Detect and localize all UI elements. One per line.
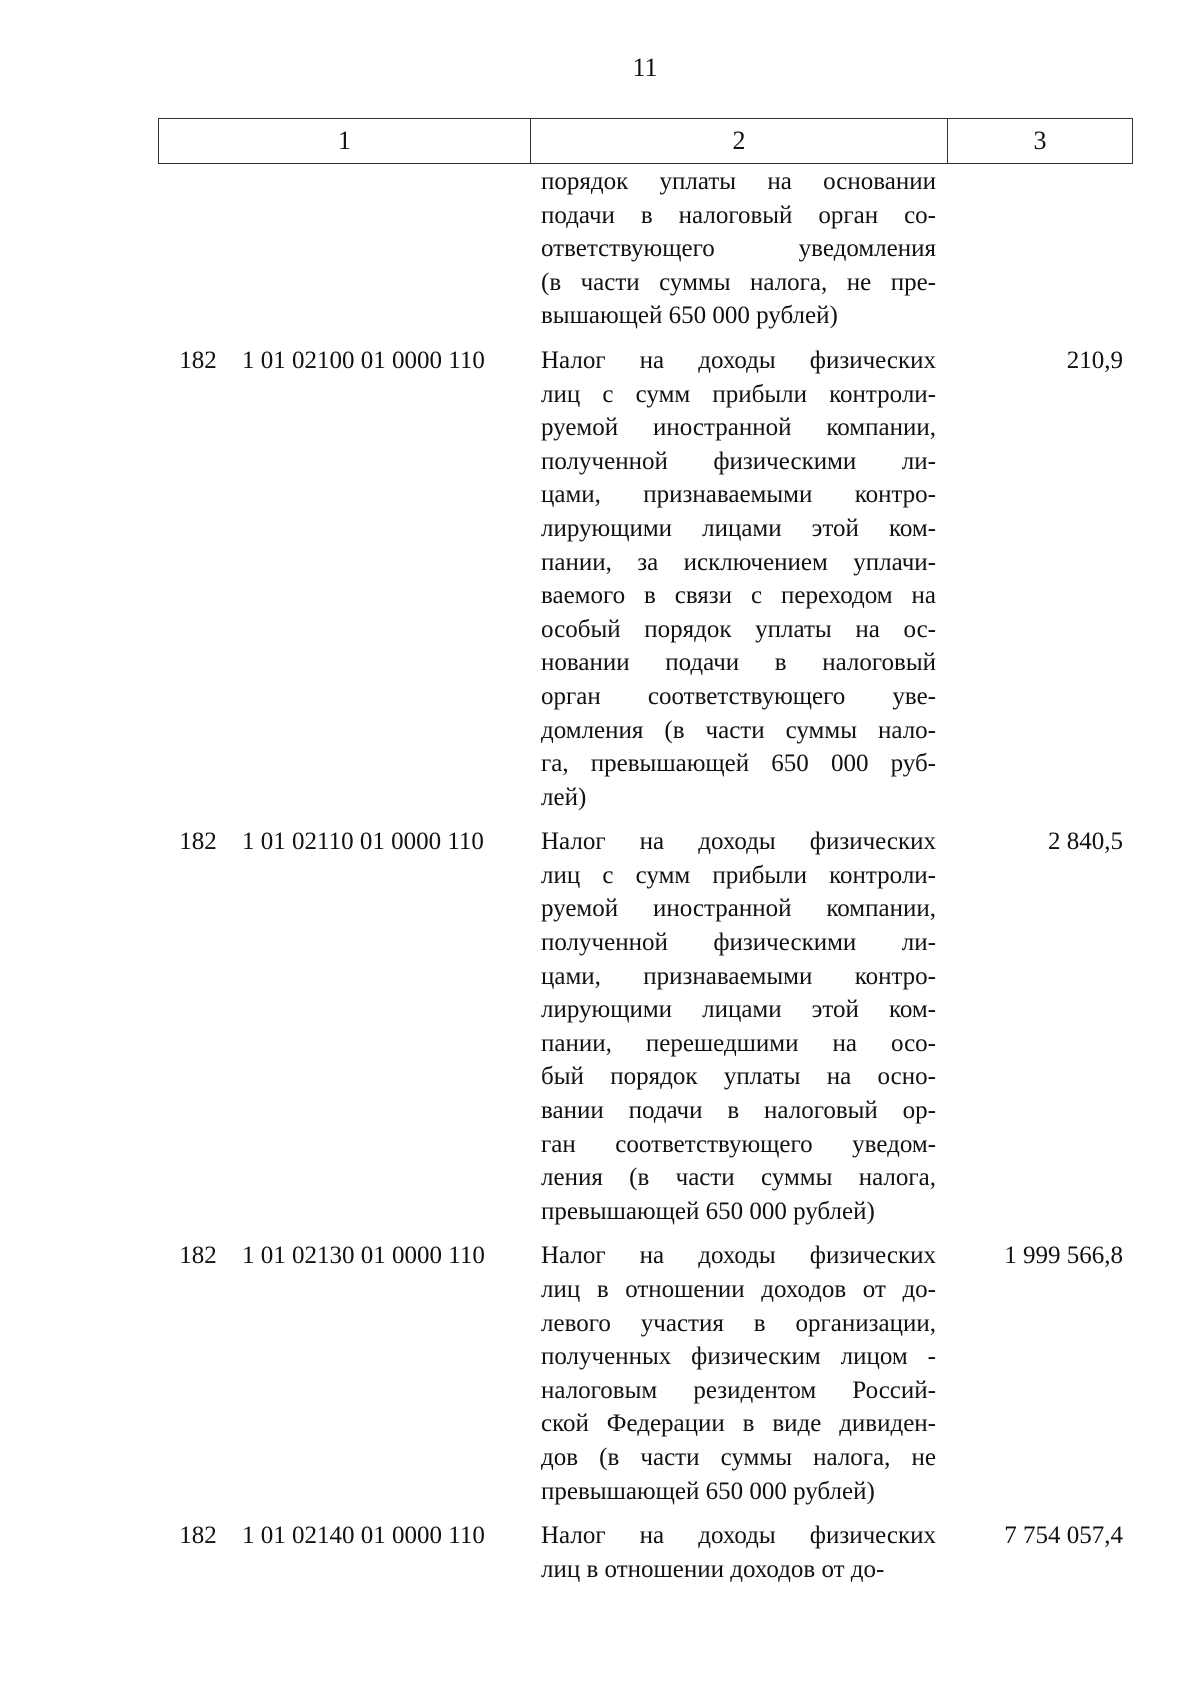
name-text-line: лирующими лицами этой ком- (541, 514, 936, 542)
name-text-line: пании, перешедшими на осо- (541, 1029, 936, 1057)
name-text-line: руемой иностранной компании, (541, 414, 936, 442)
name-text-line: порядок уплаты на основании (541, 168, 936, 195)
cell-admin-code: 182 (179, 828, 217, 856)
cell-amount: 210,9 (1066, 346, 1123, 374)
table-row-continuation (158, 165, 1133, 333)
name-text-line: полученной физическими ли- (541, 447, 936, 475)
cell-amount: 1 999 566,8 (1004, 1242, 1123, 1270)
cell-admin-code: 182 (179, 1242, 217, 1270)
cell-admin-code (158, 165, 238, 333)
page-number: 11 (632, 53, 658, 82)
table-header (158, 118, 1133, 164)
cell-name (530, 1519, 947, 1586)
name-text-line: лиц с сумм прибыли контроли- (541, 380, 936, 408)
cell-amount: 2 840,5 (1048, 828, 1123, 856)
cell-budget-code: 1 01 02140 01 0000 110 (242, 1522, 485, 1550)
table-row (158, 1519, 1133, 1586)
name-text-line: ления (в части суммы налога, (541, 1164, 936, 1192)
table-row (158, 1239, 1133, 1508)
name-text-line: налоговым резидентом Россий- (541, 1376, 936, 1404)
name-text-line: домления (в части суммы нало- (541, 716, 936, 744)
name-text-line: лирующими лицами этой ком- (541, 996, 936, 1024)
cell-name (530, 825, 947, 1228)
cell-admin-code: 182 (179, 1522, 217, 1550)
cell-admin-code: 182 (179, 346, 217, 374)
name-text-line: вышающей 650 000 рублей) (541, 302, 838, 330)
table-body (158, 165, 1133, 1597)
column-header-2: 2 (531, 119, 948, 163)
column-header-1: 1 (159, 119, 531, 163)
name-text-line: превышающей 650 000 рублей) (541, 1477, 875, 1505)
cell-budget-code: 1 01 02110 01 0000 110 (242, 828, 484, 856)
name-text-line: ган соответствующего уведом- (541, 1130, 936, 1158)
name-text-line: новании подачи в налоговый (541, 649, 936, 677)
table-row (158, 825, 1133, 1228)
cell-name (530, 165, 947, 333)
name-text-line: Налог на доходы физических (541, 346, 936, 374)
name-text-line: ваемого в связи с переходом на (541, 582, 936, 610)
cell-budget-code: 1 01 02130 01 0000 110 (242, 1242, 485, 1270)
name-text-line: цами, признаваемыми контро- (541, 962, 936, 990)
name-text-line: (в части суммы налога, не пре- (541, 268, 936, 296)
cell-amount (947, 165, 1133, 333)
name-text-line: превышающей 650 000 рублей) (541, 1197, 875, 1225)
cell-budget-code (238, 165, 530, 333)
name-text-line: пании, за исключением уплачи- (541, 548, 936, 576)
cell-budget-code: 1 01 02100 01 0000 110 (242, 346, 485, 374)
name-text-line: цами, признаваемыми контро- (541, 481, 936, 509)
name-text-line: руемой иностранной компании, (541, 895, 936, 923)
cell-amount: 7 754 057,4 (1004, 1522, 1123, 1550)
name-text-line: ответствующего уведомления (541, 235, 936, 263)
name-text-line: лиц в отношении доходов от до- (541, 1276, 936, 1303)
name-text-line: левого участия в организации, (541, 1309, 936, 1337)
cell-name (530, 1239, 947, 1508)
name-text-line: вании подачи в налоговый ор- (541, 1097, 936, 1125)
name-text-line: га, превышающей 650 000 руб- (541, 750, 936, 778)
column-header-3: 3 (1033, 126, 1047, 155)
table-row (158, 344, 1133, 814)
name-text-line: дов (в части суммы налога, не (541, 1443, 936, 1471)
name-text-line: Налог на доходы физических (541, 1522, 936, 1550)
name-text-line: бый порядок уплаты на осно- (541, 1063, 936, 1091)
name-text-line: лей) (541, 783, 587, 811)
name-text-line: Налог на доходы физических (541, 828, 936, 856)
cell-name (530, 344, 947, 814)
name-text-line: особый порядок уплаты на ос- (541, 615, 936, 643)
name-text-line: полученной физическими ли- (541, 929, 936, 957)
name-text-line: полученных физическим лицом - (541, 1343, 936, 1371)
name-text-line: ской Федерации в виде дивиден- (541, 1410, 936, 1438)
name-text-line: орган соответствующего уве- (541, 682, 936, 710)
name-text-line: лиц в отношении доходов от до- (541, 1555, 885, 1583)
name-text-line: Налог на доходы физических (541, 1242, 936, 1270)
name-text-line: подачи в налоговый орган со- (541, 201, 936, 229)
name-text-line: лиц с сумм прибыли контроли- (541, 861, 936, 889)
